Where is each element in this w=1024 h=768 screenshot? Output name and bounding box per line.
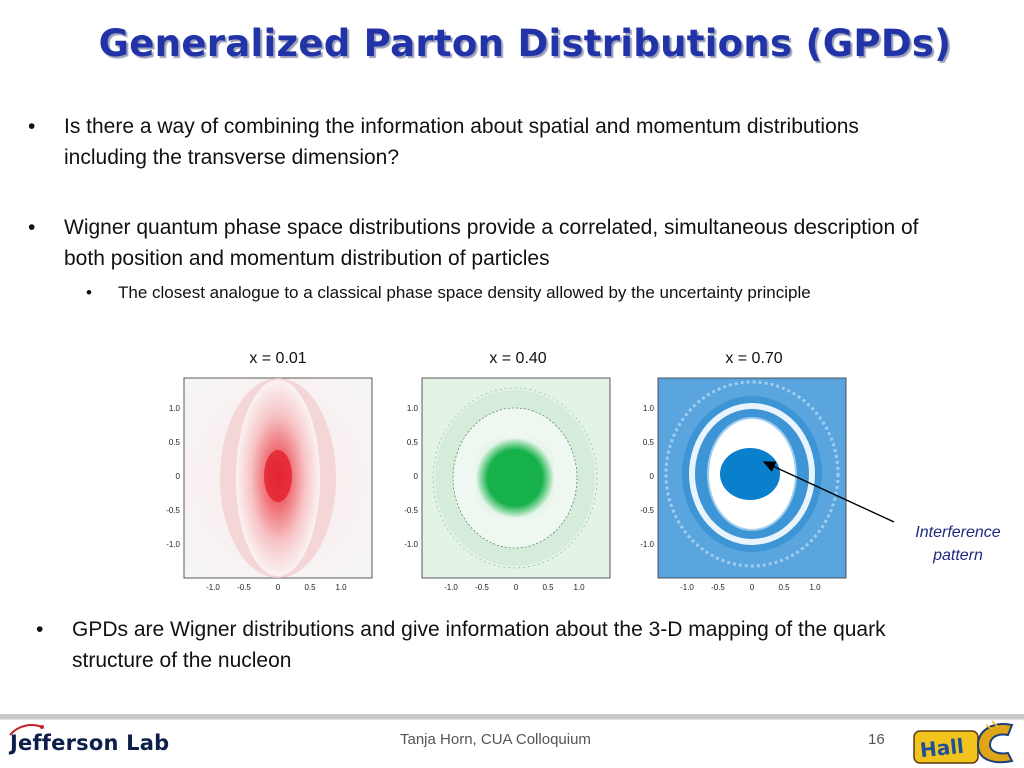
y-tick-label: -0.5 bbox=[404, 506, 418, 515]
y-tick-label: 0 bbox=[649, 472, 654, 481]
bullet-dot: • bbox=[36, 618, 44, 641]
x-tick-label: -1.0 bbox=[680, 583, 694, 592]
x-tick-label: -0.5 bbox=[237, 583, 251, 592]
page-number: 16 bbox=[868, 731, 885, 748]
bullet-dot: • bbox=[28, 216, 36, 239]
y-tick-label: 0 bbox=[413, 472, 418, 481]
slide-title: Generalized Parton Distributions (GPDs) bbox=[98, 22, 952, 65]
bullet-text: GPDs are Wigner distributions and give information about the 3-D mapping of the quark structure of the nucleon bbox=[72, 618, 886, 672]
x-tick-label: 0.5 bbox=[778, 583, 790, 592]
svg-text:Hall: Hall bbox=[918, 733, 965, 763]
y-tick-label: -0.5 bbox=[640, 506, 654, 515]
hall-c-logo-icon bbox=[912, 719, 1022, 767]
x-tick-label: 1.0 bbox=[809, 583, 821, 592]
y-tick-label: 0.5 bbox=[642, 438, 654, 447]
x-tick-label: -0.5 bbox=[711, 583, 725, 592]
wigner-plot-x001 bbox=[160, 374, 375, 596]
annotation-arrow bbox=[750, 452, 910, 532]
y-tick-label: 1.0 bbox=[168, 404, 180, 413]
y-tick-label: -1.0 bbox=[640, 540, 654, 549]
wigner-plot-x040 bbox=[398, 374, 613, 596]
bullet-text: Is there a way of combining the information about spatial and momentum distributions including the transverse dimension? bbox=[64, 115, 859, 169]
x-tick-label: 1.0 bbox=[573, 583, 585, 592]
y-tick-label: -1.0 bbox=[404, 540, 418, 549]
annotation-line-2: pattern bbox=[933, 547, 983, 564]
plot-label-3: x = 0.70 bbox=[725, 350, 783, 367]
bullet-dot: • bbox=[28, 115, 36, 138]
bullet-item bbox=[28, 111, 928, 175]
y-tick-label: 0.5 bbox=[406, 438, 418, 447]
y-tick-label: -0.5 bbox=[166, 506, 180, 515]
annotation-text bbox=[895, 521, 1021, 567]
y-tick-label: 0 bbox=[175, 472, 180, 481]
plot-label-1: x = 0.01 bbox=[249, 350, 307, 367]
bullet-item bbox=[36, 614, 996, 678]
x-tick-label: -1.0 bbox=[206, 583, 220, 592]
bullet-dot: • bbox=[86, 283, 92, 302]
x-tick-label: -0.5 bbox=[475, 583, 489, 592]
x-tick-label: 0 bbox=[275, 583, 281, 592]
bullet-item bbox=[28, 212, 988, 276]
plot-label-2: x = 0.40 bbox=[489, 350, 547, 367]
sub-bullet-text: The closest analogue to a classical phase space density allowed by the uncertainty principle bbox=[118, 283, 811, 302]
x-tick-label: -1.0 bbox=[444, 583, 458, 592]
x-tick-label: 0.5 bbox=[542, 583, 554, 592]
footer-presenter: Tanja Horn, CUA Colloquium bbox=[400, 731, 591, 748]
y-tick-label: 1.0 bbox=[406, 404, 418, 413]
footer-divider-shadow bbox=[0, 719, 1024, 720]
x-tick-label: 0 bbox=[749, 583, 755, 592]
sub-bullet-item bbox=[86, 280, 986, 334]
annotation-line-1: Interference bbox=[915, 524, 1001, 541]
x-tick-label: 0.5 bbox=[304, 583, 316, 592]
y-tick-label: 0.5 bbox=[168, 438, 180, 447]
x-tick-label: 1.0 bbox=[335, 583, 347, 592]
jefferson-lab-logo: Jefferson Lab bbox=[10, 731, 170, 755]
y-tick-label: -1.0 bbox=[166, 540, 180, 549]
x-tick-label: 0 bbox=[513, 583, 519, 592]
y-tick-label: 1.0 bbox=[642, 404, 654, 413]
bullet-text: Wigner quantum phase space distributions provide a correlated, simultaneous description of both position and momentum distribution of particles bbox=[64, 216, 919, 270]
